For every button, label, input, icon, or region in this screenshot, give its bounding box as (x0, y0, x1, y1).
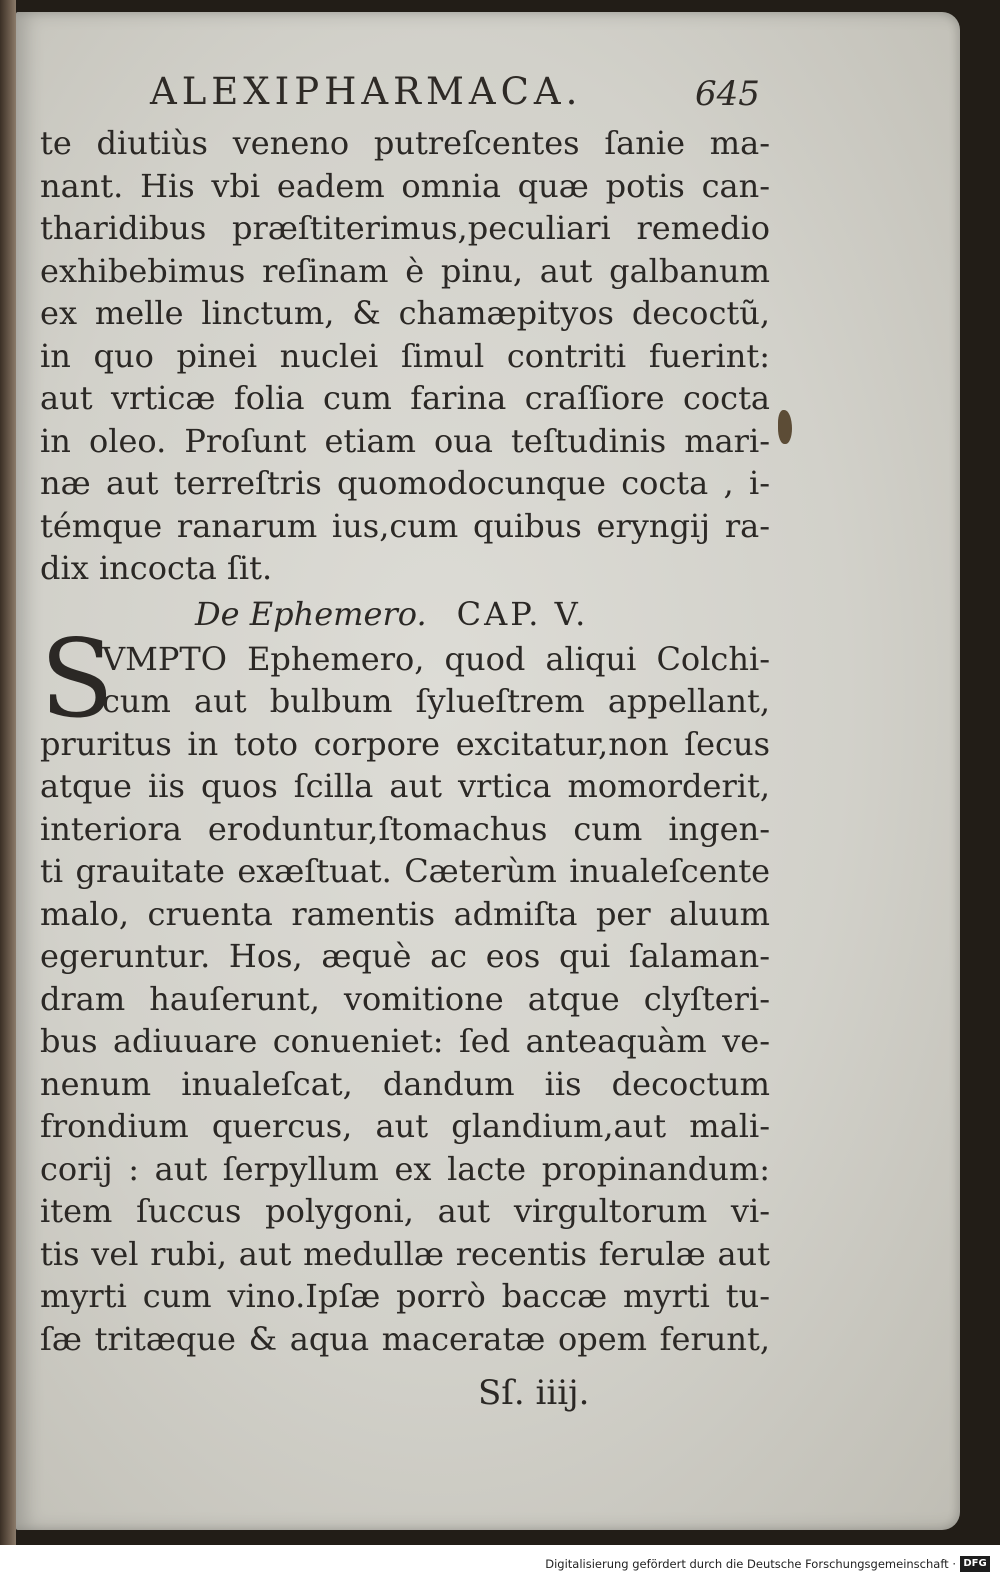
signature-mark: Sſ. iiij. (478, 1373, 590, 1413)
page-header (40, 52, 770, 122)
text-line: pruritus in toto corpore excitatur,non ſecus (40, 724, 770, 763)
text-line: tharidibus præſtiterimus,peculiari remedio (40, 209, 770, 247)
drop-capital: S (40, 616, 114, 742)
text-line: item ſuccus polygoni, aut virgultorum vi- (40, 1192, 770, 1230)
text-line: egeruntur. Hos, æquè ac eos qui ſalaman- (40, 937, 770, 975)
signature-mark-row (40, 1360, 770, 1420)
text-line: in quo pinei nuclei ſimul contriti fuerint: (40, 336, 770, 375)
ink-blot (778, 410, 792, 444)
text-line: corij : aut ſerpyllum ex lacte propinandum: (40, 1149, 770, 1188)
text-line: dix incocta ſit. (40, 549, 273, 587)
book-page (16, 12, 960, 1530)
text-line: exhibebimus reſinam è pinu, aut galbanum (40, 251, 770, 290)
running-title: ALEXIPHARMACA. (150, 70, 583, 113)
book-spine (0, 0, 16, 1545)
text-line: te diutiùs veneno putreſcentes ſanie ma- (40, 124, 770, 162)
text-line: næ aut terreſtris quomodocunque cocta , i- (40, 464, 770, 502)
dfg-logo: DFG (960, 1556, 990, 1572)
chapter-heading (40, 590, 770, 638)
text-line: VMPTO Ephemero, quod aliqui Colchi- (102, 639, 770, 678)
text-line: cum aut bulbum ſylueſtrem appellant, (102, 682, 770, 720)
text-line: dram hauſerunt, vomitione atque clyſteri- (40, 979, 770, 1018)
text-line: frondium quercus, aut glandium,aut mali- (40, 1107, 770, 1145)
page-number: 645 (695, 74, 760, 114)
text-line: ex melle linctum, & chamæpityos decoctũ, (40, 294, 770, 332)
text-line: nant. His vbi eadem omnia quæ potis can- (40, 166, 770, 205)
text-line: ſæ tritæque & aqua maceratæ opem ferunt, (40, 1319, 770, 1358)
chapter-title: De Ephemero. (195, 594, 427, 633)
text-line: bus adiuuare conueniet: ſed anteaquàm ve- (40, 1022, 770, 1060)
funding-credit: Digitalisierung gefördert durch die Deutsche Forschungsgemeinschaft · (545, 1557, 956, 1571)
text-line: aut vrticæ folia cum farina craſſiore cocta (40, 379, 770, 417)
paragraph-1 (40, 122, 770, 590)
text-line: interiora eroduntur,ſtomachus cum ingen- (40, 809, 770, 848)
text-line: malo, cruenta ramentis admiſta per aluum (40, 894, 770, 933)
text-line: in oleo. Proſunt etiam oua teſtudinis mari- (40, 421, 770, 460)
footer-bar (0, 1545, 1000, 1587)
text-line: nenum inualeſcat, dandum iis decoctum (40, 1064, 770, 1103)
text-line: tis vel rubi, aut medullæ recentis ferulæ aut (40, 1234, 770, 1273)
paragraph-2 (40, 616, 770, 1361)
text-line: témque ranarum ius,cum quibus eryngij ra- (40, 506, 770, 545)
chapter-number: CAP. V. (456, 594, 589, 633)
text-line: ti grauitate exæſtuat. Cæterùm inualeſcente (40, 852, 770, 890)
text-line: atque iis quos ſcilla aut vrtica momorderit, (40, 767, 770, 805)
text-block (40, 52, 770, 1420)
text-line: myrti cum vino.Ipſæ porrò baccæ myrti tu- (40, 1277, 770, 1315)
